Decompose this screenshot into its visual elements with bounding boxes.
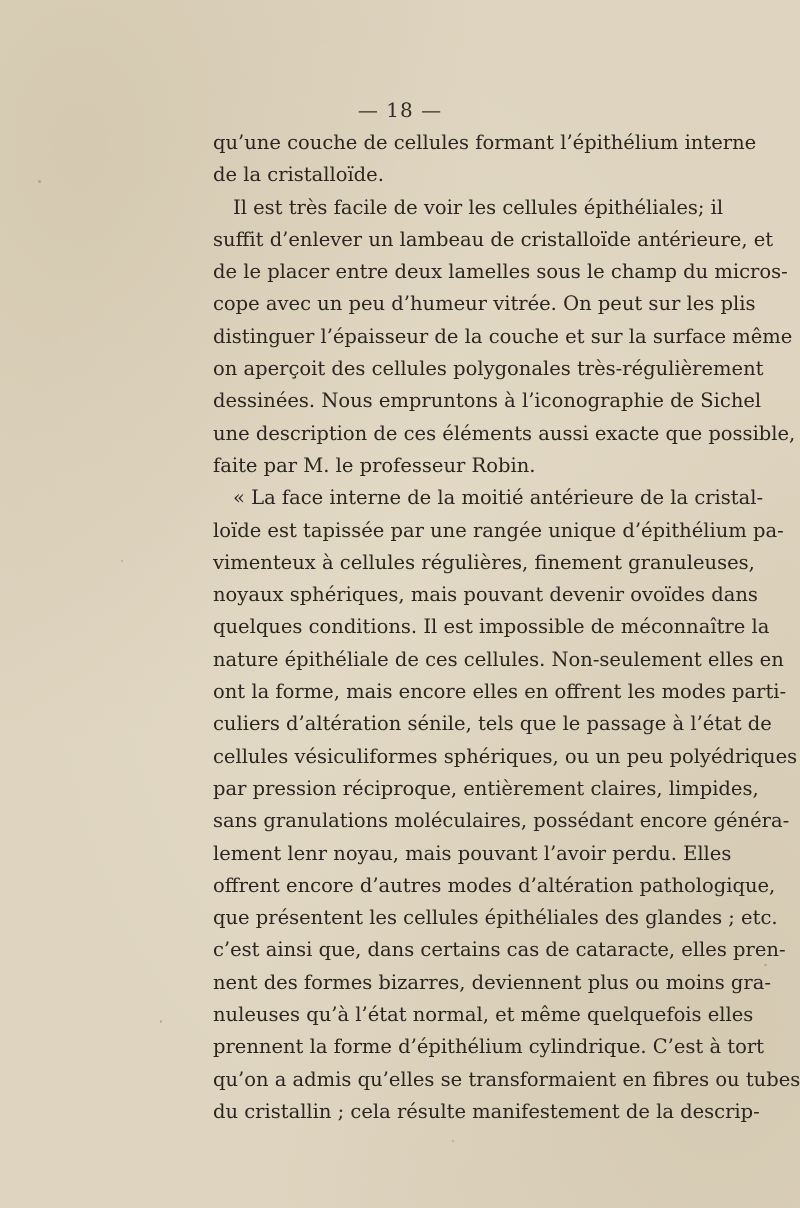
- text-line: c’est ainsi que, dans certains cas de cataracte, elles pren-: [213, 938, 786, 962]
- text-line: culiers d’altération sénile, tels que le passage à l’état de: [213, 712, 772, 736]
- text-line: ont la forme, mais encore elles en offrent les modes parti-: [213, 680, 787, 704]
- paper-speck: [160, 1020, 162, 1023]
- text-line: lement lenr noyau, mais pouvant l’avoir perdu. Elles: [213, 841, 732, 865]
- paper-speck: [690, 1080, 692, 1082]
- text-line: nature épithéliale de ces cellules. Non-seulement elles en: [213, 647, 784, 671]
- text-line: distinguer l’épaisseur de la couche et sur la surface même: [213, 324, 793, 348]
- text-line: dessinées. Nous empruntons à l’iconographie de Sichel: [213, 389, 762, 413]
- text-line: cope avec un peu d’humeur vitrée. On peut sur les plis: [213, 292, 756, 316]
- text-line: nuleuses qu’à l’état normal, et même quelquefois elles: [213, 1003, 754, 1027]
- text-line: une description de ces éléments aussi exacte que possible,: [213, 421, 796, 445]
- paper-speck: [38, 180, 41, 183]
- text-line: cellules vésiculiformes sphériques, ou un peu polyédriques: [213, 744, 798, 768]
- body-text: [213, 127, 800, 1128]
- text-line: du cristallin ; cela résulte manifestement de la descrip-: [213, 1099, 760, 1123]
- text-line: suffit d’enlever un lambeau de cristalloïde antérieure, et: [213, 227, 774, 251]
- text-line: quelques conditions. Il est impossible de méconnaître la: [213, 615, 770, 639]
- page-number: — 18 —: [357, 98, 443, 122]
- text-line: nent des formes bizarres, deviennent plus ou moins gra-: [213, 970, 771, 994]
- paper-speck: [452, 1140, 454, 1142]
- text-line: sans granulations moléculaires, possédant encore généra-: [213, 809, 790, 833]
- text-line: noyaux sphériques, mais pouvant devenir ovoïdes dans: [213, 583, 758, 607]
- paper-speck: [764, 964, 767, 966]
- paper-speck: [121, 560, 123, 562]
- text-line: loïde est tapissée par une rangée unique d’épithélium pa-: [213, 518, 784, 542]
- text-line: « La face interne de la moitié antérieure de la cristal-: [233, 486, 764, 510]
- text-line: on aperçoit des cellules polygonales très-régulièrement: [213, 357, 764, 381]
- text-line: vimenteux à cellules régulières, finement granuleuses,: [213, 550, 755, 574]
- text-line: que présentent les cellules épithéliales des glandes ; etc.: [213, 906, 778, 930]
- text-line: par pression réciproque, entièrement claires, limpides,: [213, 776, 759, 800]
- text-line: Il est très facile de voir les cellules épithéliales; il: [233, 195, 724, 219]
- text-line: qu’on a admis qu’elles se transformaient en fibres ou tubes: [213, 1067, 800, 1091]
- text-line: offrent encore d’autres modes d’altération pathologique,: [213, 873, 776, 897]
- text-line: prennent la forme d’épithélium cylindrique. C’est à tort: [213, 1035, 765, 1059]
- text-line: qu’une couche de cellules formant l’épithélium interne: [213, 131, 757, 154]
- text-line: de le placer entre deux lamelles sous le champ du micros-: [213, 260, 788, 284]
- text-line: faite par M. le professeur Robin.: [213, 453, 536, 477]
- text-line: de la cristalloïde.: [213, 163, 384, 187]
